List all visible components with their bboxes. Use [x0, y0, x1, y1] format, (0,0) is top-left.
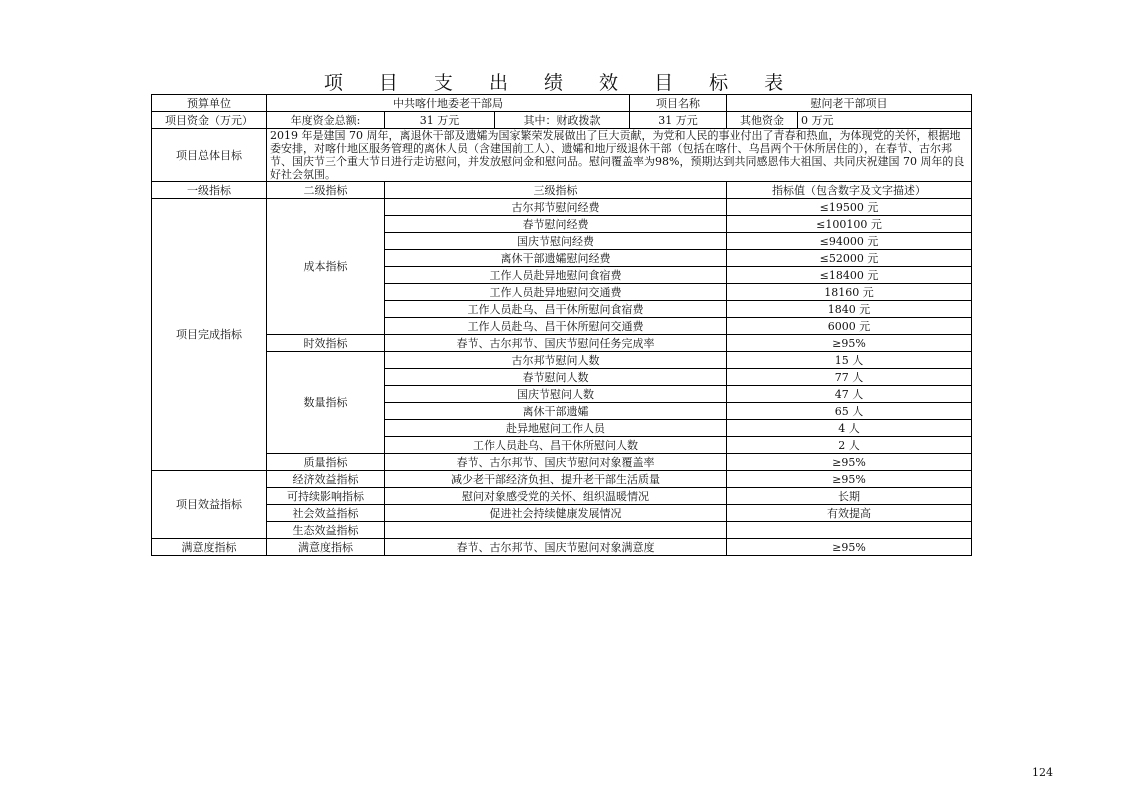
- satisfaction-label: 满意度指标: [152, 539, 267, 556]
- sustainable-label: 可持续影响指标: [267, 488, 385, 505]
- indicator-value: 15 人: [727, 352, 972, 369]
- annual-total-value: 31 万元: [385, 112, 495, 129]
- indicator-name: 工作人员赴乌、昌干休所慰问交通费: [385, 318, 727, 335]
- unit-label: 预算单位: [152, 95, 267, 112]
- indicator-name: 赴异地慰问工作人员: [385, 420, 727, 437]
- project-name-label: 项目名称: [630, 95, 727, 112]
- indicator-name: 慰问对象感受党的关怀、组织温暖情况: [385, 488, 727, 505]
- indicator-name: 春节慰问人数: [385, 369, 727, 386]
- indicator-name: 国庆节慰问人数: [385, 386, 727, 403]
- indicator-value: ≥95%: [727, 471, 972, 488]
- quantity-label: 数量指标: [267, 352, 385, 454]
- indicator-name: 工作人员赴乌、昌干休所慰问食宿费: [385, 301, 727, 318]
- indicator-name: 工作人员赴异地慰问交通费: [385, 284, 727, 301]
- economic-label: 经济效益指标: [267, 471, 385, 488]
- column-level3: 三级指标: [385, 182, 727, 199]
- summary-label: 项目总体目标: [152, 129, 267, 182]
- indicator-value: 有效提高: [727, 505, 972, 522]
- indicator-name: 工作人员赴异地慰问食宿费: [385, 267, 727, 284]
- indicator-value: 4 人: [727, 420, 972, 437]
- annual-total-label: 年度资金总额:: [267, 112, 385, 129]
- indicator-name: 减少老干部经济负担、提升老干部生活质量: [385, 471, 727, 488]
- quality-label: 质量指标: [267, 454, 385, 471]
- timeliness-label: 时效指标: [267, 335, 385, 352]
- fiscal-label: 其中：财政拨款: [495, 112, 630, 129]
- indicator-value: ≤19500 元: [727, 199, 972, 216]
- funds-label: 项目资金（万元）: [152, 112, 267, 129]
- indicator-name: 春节慰问经费: [385, 216, 727, 233]
- indicator-name: 离休干部遗孀: [385, 403, 727, 420]
- fiscal-value: 31 万元: [630, 112, 727, 129]
- indicator-name: 春节、古尔邦节、国庆节慰问对象覆盖率: [385, 454, 727, 471]
- indicator-value: ≥95%: [727, 454, 972, 471]
- table-row: [152, 199, 972, 216]
- indicator-value: ≥95%: [727, 539, 972, 556]
- summary-row: [152, 129, 972, 182]
- indicator-name: 古尔邦节慰问人数: [385, 352, 727, 369]
- page-title: 项 目 支 出 绩 效 目 标 表: [323, 72, 799, 94]
- indicator-name: 古尔邦节慰问经费: [385, 199, 727, 216]
- indicator-value: 47 人: [727, 386, 972, 403]
- table-row: [152, 522, 972, 539]
- indicator-value: 77 人: [727, 369, 972, 386]
- table-row: [152, 335, 972, 352]
- column-level2: 二级指标: [267, 182, 385, 199]
- table-row: [152, 505, 972, 522]
- column-level1: 一级指标: [152, 182, 267, 199]
- benefit-label: 项目效益指标: [152, 471, 267, 539]
- indicator-value: 18160 元: [727, 284, 972, 301]
- indicator-name: 离休干部遗孀慰问经费: [385, 250, 727, 267]
- table-row: [152, 539, 972, 556]
- header-row-unit: [152, 95, 972, 112]
- ecological-label: 生态效益指标: [267, 522, 385, 539]
- performance-table: [151, 94, 972, 556]
- column-value: 指标值（包含数字及文字描述）: [727, 182, 972, 199]
- indicator-value: ≤52000 元: [727, 250, 972, 267]
- table-row: [152, 471, 972, 488]
- cost-label: 成本指标: [267, 199, 385, 335]
- indicator-value: ≤18400 元: [727, 267, 972, 284]
- unit-value: 中共喀什地委老干部局: [267, 95, 630, 112]
- table-row: [152, 454, 972, 471]
- indicator-name: 春节、古尔邦节、国庆节慰问任务完成率: [385, 335, 727, 352]
- summary-text: 2019 年是建国 70 周年，离退休干部及遗孀为国家繁荣发展做出了巨大贡献，为党和人民的事业付出了青春和热血，为体现党的关怀，根据地委安排，对喀什地区服务管理的离休人员（含建国前工人）、遗孀和地厅级退休干部（包括在喀什、乌昌两个干休所居住的），在春节、古尔邦节、国庆节三个重大节日进行走访慰问，并发放慰问金和慰问品。慰问覆盖率为98%，预期达到共同感恩伟大祖国、共同庆祝建国 70 周年的良好社会氛围。: [267, 129, 972, 182]
- indicator-value: 长期: [727, 488, 972, 505]
- completion-label: 项目完成指标: [152, 199, 267, 471]
- satisfaction-sub-label: 满意度指标: [267, 539, 385, 556]
- project-name-value: 慰问老干部项目: [727, 95, 972, 112]
- indicator-name: [385, 522, 727, 539]
- other-funds-value: 0 万元: [798, 112, 972, 129]
- table-row: [152, 488, 972, 505]
- column-header-row: [152, 182, 972, 199]
- page-number: 124: [1032, 766, 1053, 779]
- indicator-name: 工作人员赴乌、昌干休所慰问人数: [385, 437, 727, 454]
- header-row-funds: [152, 112, 972, 129]
- other-funds-label: 其他资金: [727, 112, 798, 129]
- indicator-value: 2 人: [727, 437, 972, 454]
- indicator-name: 国庆节慰问经费: [385, 233, 727, 250]
- indicator-value: 65 人: [727, 403, 972, 420]
- indicator-name: 春节、古尔邦节、国庆节慰问对象满意度: [385, 539, 727, 556]
- table-row: [152, 352, 972, 369]
- indicator-value: ≥95%: [727, 335, 972, 352]
- indicator-value: 1840 元: [727, 301, 972, 318]
- indicator-value: [727, 522, 972, 539]
- indicator-value: ≤100100 元: [727, 216, 972, 233]
- indicator-value: 6000 元: [727, 318, 972, 335]
- indicator-name: 促进社会持续健康发展情况: [385, 505, 727, 522]
- social-label: 社会效益指标: [267, 505, 385, 522]
- indicator-value: ≤94000 元: [727, 233, 972, 250]
